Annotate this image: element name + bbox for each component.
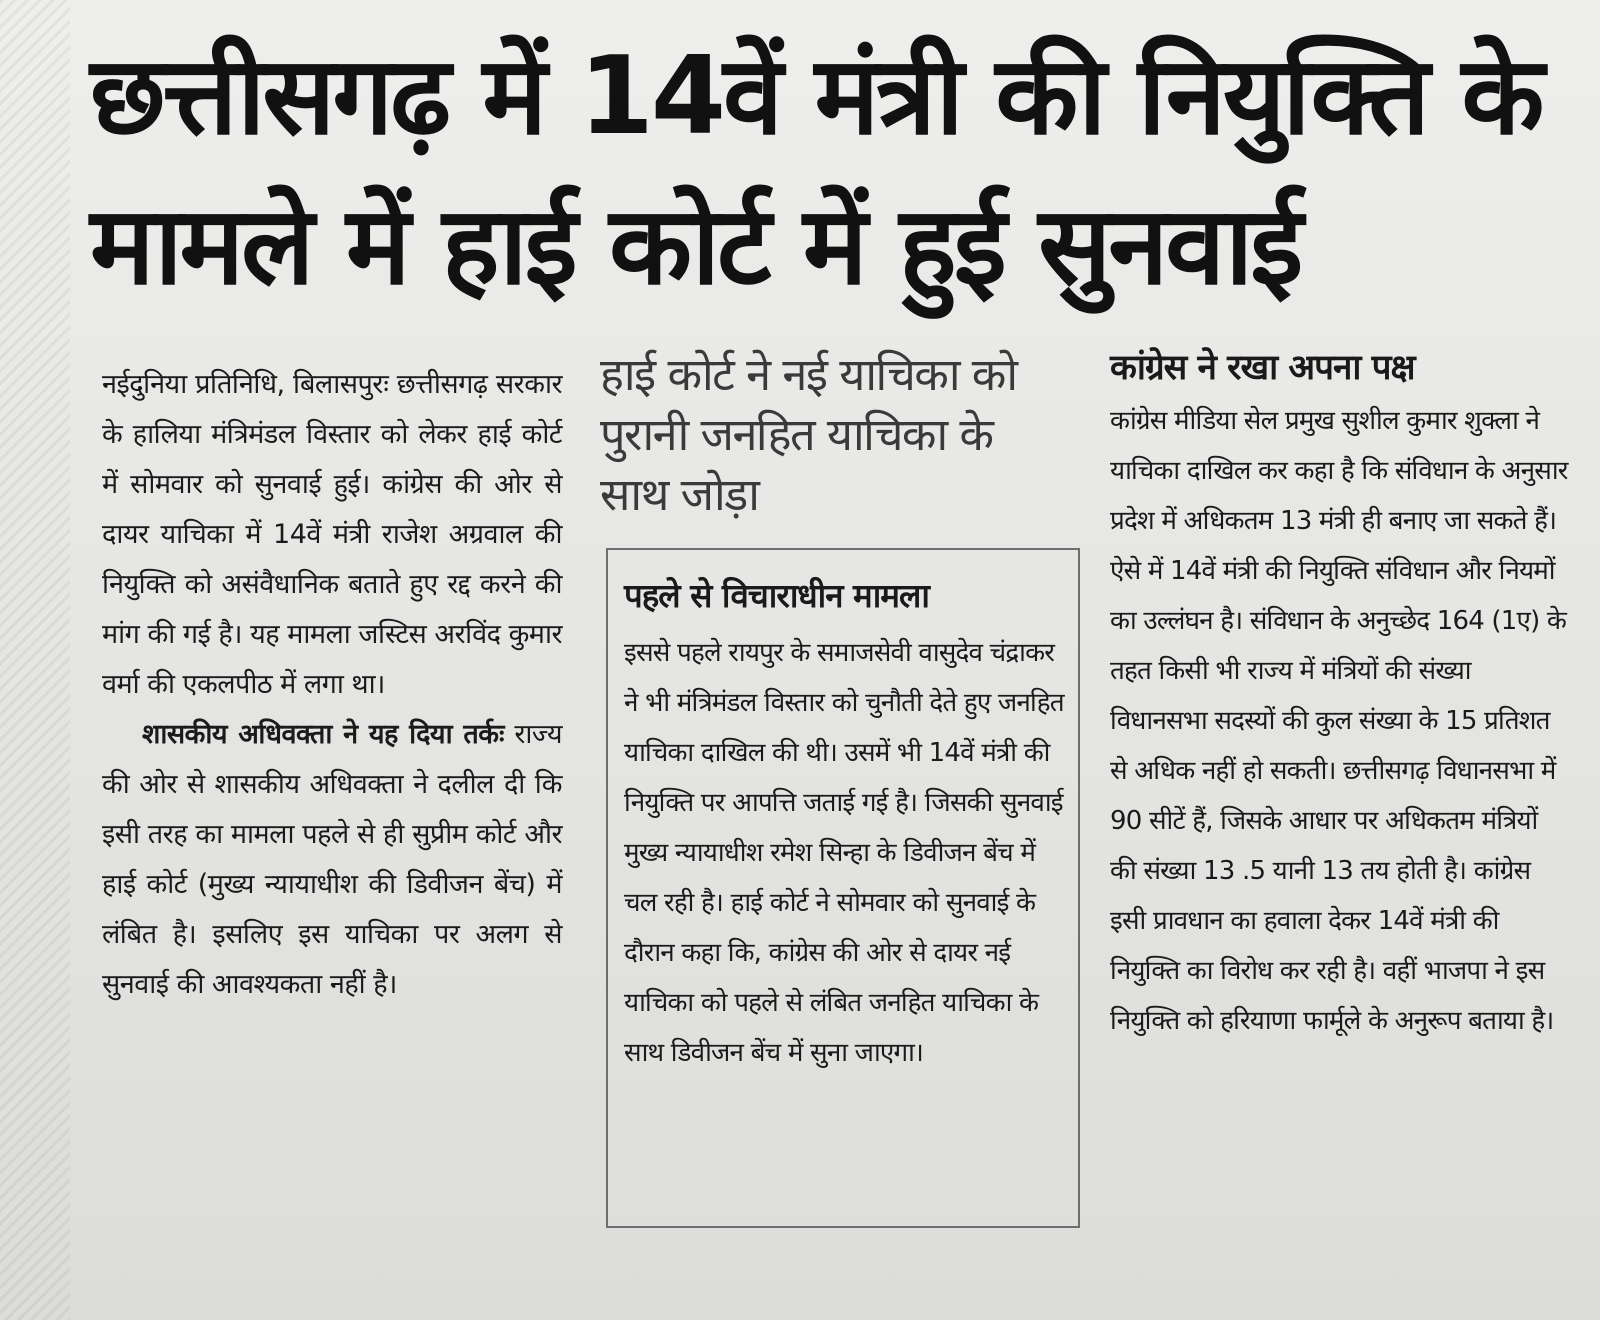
boxed-sidebar	[606, 548, 1080, 1228]
paragraph-lead-in: शासकीय अधिवक्ता ने यह दिया तर्कः	[142, 719, 504, 750]
box-title: पहले से विचाराधीन मामला	[624, 576, 929, 615]
section-title: कांग्रेस ने रखा अपना पक्ष	[1110, 348, 1415, 388]
box-body: इससे पहले रायपुर के समाजसेवी वासुदेव चंद्राकर ने भी मंत्रिमंडल विस्तार को चुनौती देते हुए जनहित याचिका दाखिल की थी। उसमें भी 14वें मंत्री की नियुक्ति पर आपत्ति जताई गई है। जिसकी सुनवाई मुख्य न्यायाधीश रमेश सिन्हा के डिवीजन बेंच में चल रही है। हाई कोर्ट ने सोमवार को सुनवाई के दौरान कहा कि, कांग्रेस की ओर से दायर नई याचिका को पहले से लंबित जनहित याचिका के साथ डिवीजन बेंच में सुना जाएगा।	[624, 638, 1064, 1068]
subheadline: हाई कोर्ट ने नई याचिका को पुरानी जनहित याचिका के साथ जोड़ा	[600, 348, 1017, 521]
article-paragraph-argument	[102, 710, 562, 1010]
paragraph-body: राज्य की ओर से शासकीय अधिवक्ता ने दलील दी कि इसी तरह का मामला पहले से ही सुप्रीम कोर्ट और हाई कोर्ट (मुख्य न्यायाधीश की डिवीजन बेंच) में लंबित है। इसलिए इस याचिका पर अलग से सुनवाई की आवश्यकता नहीं है।	[102, 719, 562, 1000]
article-paragraph-intro: नईदुनिया प्रतिनिधि, बिलासपुरः छत्तीसगढ़ सरकार के हालिया मंत्रिमंडल विस्तार को लेकर हाई कोर्ट में सोमवार को सुनवाई हुई। कांग्रेस की ओर से दायर याचिका में 14वें मंत्री राजेश अग्रवाल की नियुक्ति को असंवैधानिक बताते हुए रद्द करने की मांग की गई है। यह मामला जस्टिस अरविंद कुमार वर्मा की एकलपीठ में लगा था।	[102, 369, 562, 700]
article-column-left	[102, 360, 562, 1010]
article-column-right	[1110, 340, 1570, 1046]
headline: छत्तीसगढ़ में 14वें मंत्री की नियुक्ति के मामले में हाई कोर्ट में हुई सुनवाई	[90, 34, 1542, 309]
section-body: कांग्रेस मीडिया सेल प्रमुख सुशील कुमार शुक्ला ने याचिका दाखिल कर कहा है कि संविधान के अनुसार प्रदेश में अधिकतम 13 मंत्री ही बनाए जा सकते हैं। ऐसे में 14वें मंत्री की नियुक्ति संविधान और नियमों का उल्लंघन है। संविधान के अनुच्छेद 164 (1ए) के तहत किसी भी राज्य में मंत्रियों की संख्या विधानसभा सदस्यों की कुल संख्या के 15 प्रतिशत से अधिक नहीं हो सकती। छत्तीसगढ़ विधानसभा में 90 सीटें हैं, जिसके आधार पर अधिकतम मंत्रियों की संख्या 13 .5 यानी 13 तय होती है। कांग्रेस इसी प्रावधान का हवाला देकर 14वें मंत्री की नियुक्ति का विरोध कर रही है। वहीं भाजपा ने इस नियुक्ति को हरियाणा फार्मूले के अनुरूप बताया है।	[1110, 406, 1568, 1036]
